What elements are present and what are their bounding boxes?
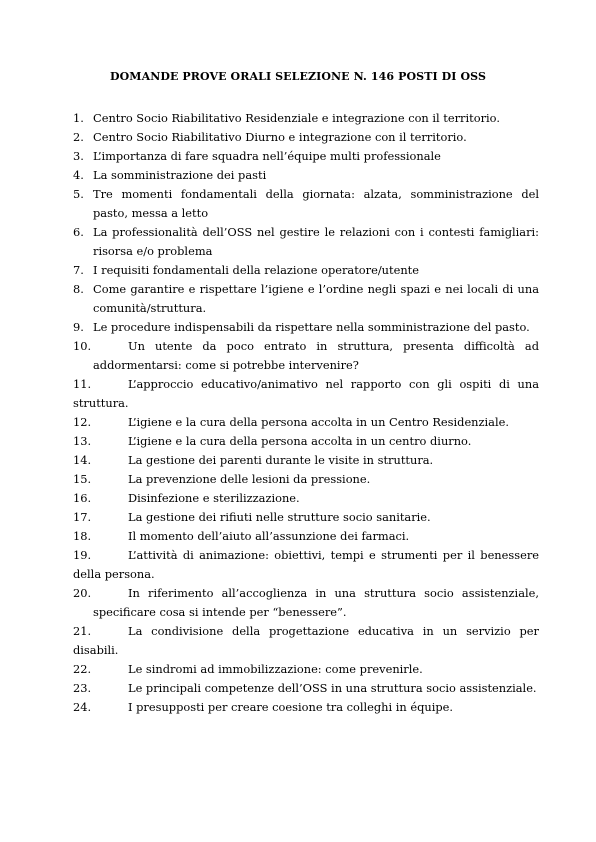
item-number: 21. (73, 624, 92, 638)
item-text: Tre momenti fondamentali della giornata: alzata, somministrazione del pasto, messa a letto (93, 187, 539, 220)
list-item (73, 185, 539, 223)
item-text: I requisiti fondamentali della relazione operatore/utente (93, 263, 419, 277)
list-item (73, 318, 539, 337)
item-number: 24. (73, 700, 92, 714)
item-text: L’igiene e la cura della persona accolta in un Centro Residenziale. (128, 415, 509, 429)
item-text: La gestione dei rifiuti nelle strutture socio sanitarie. (128, 510, 431, 524)
item-text: L’igiene e la cura della persona accolta in un centro diurno. (128, 434, 472, 448)
item-number: 3. (73, 149, 84, 163)
item-text: La prevenzione delle lesioni da pressione. (128, 472, 371, 486)
list-item (73, 470, 539, 489)
list-item (73, 679, 539, 698)
item-text: Disinfezione e sterilizzazione. (128, 491, 300, 505)
item-number: 16. (73, 491, 92, 505)
item-number: 11. (73, 377, 92, 391)
list-item (73, 147, 539, 166)
item-text: L’attività di animazione: obiettivi, tempi e strumenti per il benessere della persona. (73, 548, 539, 581)
item-number: 14. (73, 453, 92, 467)
questions-list (73, 109, 539, 717)
item-number: 8. (73, 282, 84, 296)
item-number: 4. (73, 168, 84, 182)
item-text: La somministrazione dei pasti (93, 168, 267, 182)
item-number: 10. (73, 339, 92, 353)
item-number: 19. (73, 548, 92, 562)
list-item (73, 660, 539, 679)
item-text: In riferimento all’accoglienza in una struttura socio assistenziale, specificare cosa si intende per “benessere”. (93, 586, 539, 619)
item-text: Il momento dell’aiuto all’assunzione dei farmaci. (128, 529, 410, 543)
item-text: Centro Socio Riabilitativo Diurno e integrazione con il territorio. (93, 130, 467, 144)
item-number: 5. (73, 187, 84, 201)
item-text: Come garantire e rispettare l’igiene e l’ordine negli spazi e nei locali di una comunità/struttura. (93, 282, 539, 315)
list-item (73, 451, 539, 470)
item-text: La professionalità dell’OSS nel gestire le relazioni con i contesti famigliari: risorsa e/o problema (93, 225, 539, 258)
list-item (73, 109, 539, 128)
list-item (73, 432, 539, 451)
list-item (73, 375, 539, 413)
list-item (73, 413, 539, 432)
item-text: La condivisione della progettazione educativa in un servizio per disabili. (73, 624, 539, 657)
item-text: I presupposti per creare coesione tra colleghi in équipe. (128, 700, 454, 714)
item-text: Centro Socio Riabilitativo Residenziale e integrazione con il territorio. (93, 111, 500, 125)
item-text: Le principali competenze dell’OSS in una struttura socio assistenziale. (128, 681, 537, 695)
item-number: 17. (73, 510, 92, 524)
list-item (73, 489, 539, 508)
document-title: DOMANDE PROVE ORALI SELEZIONE N. 146 POSTI DI OSS (109, 70, 487, 83)
list-item (73, 508, 539, 527)
list-item (73, 261, 539, 280)
item-number: 6. (73, 225, 84, 239)
item-number: 7. (73, 263, 84, 277)
item-text: Le procedure indispensabili da rispettare nella somministrazione del pasto. (93, 320, 530, 334)
item-number: 20. (73, 586, 92, 600)
list-item (73, 698, 539, 717)
item-text: L’approccio educativo/animativo nel rapporto con gli ospiti di una struttura. (73, 377, 539, 410)
list-item (73, 166, 539, 185)
list-item (73, 223, 539, 261)
item-number: 2. (73, 130, 84, 144)
list-item (73, 622, 539, 660)
item-number: 9. (73, 320, 84, 334)
list-item (73, 280, 539, 318)
list-item (73, 128, 539, 147)
item-number: 15. (73, 472, 92, 486)
list-item (73, 337, 539, 375)
item-number: 23. (73, 681, 92, 695)
item-text: La gestione dei parenti durante le visite in struttura. (128, 453, 434, 467)
list-item (73, 546, 539, 584)
item-text: Un utente da poco entrato in struttura, presenta difficoltà ad addormentarsi: come si potrebbe intervenire? (93, 339, 539, 372)
list-item (73, 584, 539, 622)
item-number: 1. (73, 111, 84, 125)
list-item (73, 527, 539, 546)
item-number: 12. (73, 415, 92, 429)
item-number: 13. (73, 434, 92, 448)
item-text: Le sindromi ad immobilizzazione: come prevenirle. (128, 662, 423, 676)
item-number: 22. (73, 662, 92, 676)
item-number: 18. (73, 529, 92, 543)
item-text: L’importanza di fare squadra nell’équipe multi professionale (93, 149, 441, 163)
